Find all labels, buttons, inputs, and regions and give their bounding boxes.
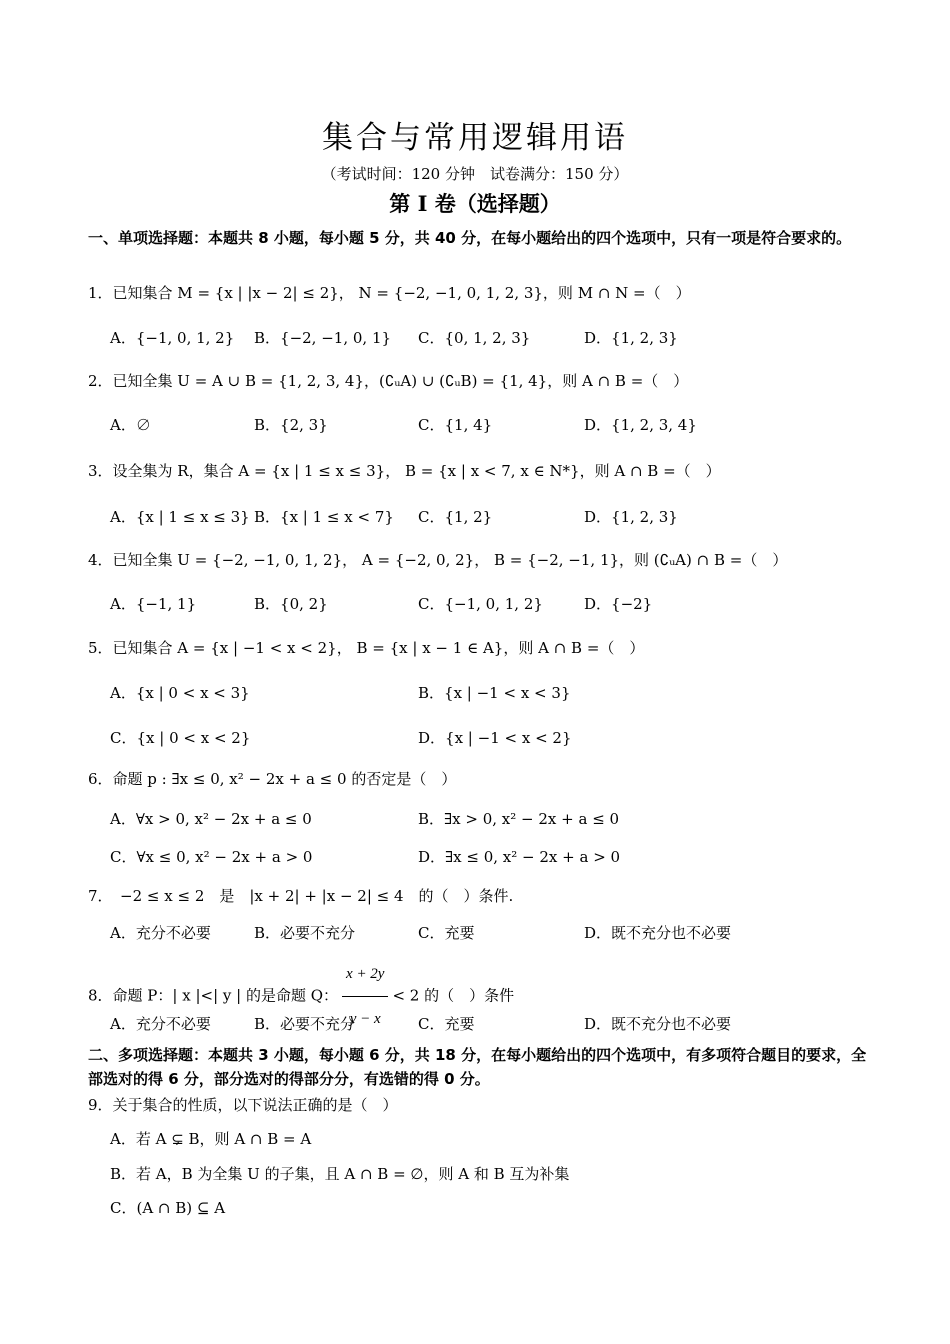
q1-option-b[interactable]: B．{−2, −1, 0, 1} [254,329,392,347]
q4-option-a[interactable]: A．{−1, 1} [110,595,197,613]
section-single-choice: 一、单项选择题：本题共 8 小题，每小题 5 分，共 40 分，在每小题给出的四个选项中，只有一项是符合要求的。 [88,229,852,247]
q9-option-b[interactable]: B．若 A，B 为全集 U 的子集，且 A ∩ B = ∅，则 A 和 B 互为补集 [110,1165,570,1183]
part-heading: 第 I 卷（选择题） [389,191,561,216]
q3-option-a[interactable]: A．{x | 1 ≤ x ≤ 3} [110,508,250,526]
q6-option-d[interactable]: D．∃x ≤ 0, x² − 2x + a > 0 [418,848,621,866]
question-1: 1．已知集合 M = {x | |x − 2| ≤ 2}， N = {−2, −1, 0, 1, 2, 3}，则 M ∩ N =（ ） [88,284,691,302]
q5-option-b[interactable]: B．{x | −1 < x < 3} [418,684,571,702]
question-9: 9．关于集合的性质，以下说法正确的是（ ） [88,1096,398,1114]
q4-option-b[interactable]: B．{0, 2} [254,595,328,613]
q1-option-d[interactable]: D．{1, 2, 3} [584,329,678,347]
q8-fraction-numerator: x + 2y [342,952,388,997]
q2-option-b[interactable]: B．{2, 3} [254,416,328,434]
q9-option-a[interactable]: A．若 A ⊊ B，则 A ∩ B = A [110,1130,312,1148]
q8-stem-part1: 8．命题 P：| x |<| y | 的是命题 Q： [88,986,339,1005]
q8-fraction-denominator: y − x [349,1011,381,1027]
q8-option-b[interactable]: B．必要不充分 [254,1015,356,1033]
q7-option-b[interactable]: B．必要不充分 [254,924,356,942]
question-4: 4．已知全集 U = {−2, −1, 0, 1, 2}， A = {−2, 0, 2}， B = {−2, −1, 1}，则 (∁ᵤA) ∩ B =（ ） [88,551,788,569]
q7-option-a[interactable]: A．充分不必要 [110,924,211,942]
q6-option-c[interactable]: C．∀x ≤ 0, x² − 2x + a > 0 [110,848,313,866]
question-2: 2．已知全集 U = A ∪ B = {1, 2, 3, 4}，(∁ᵤA) ∪ (∁ᵤB) = {1, 4}，则 A ∩ B =（ ） [88,372,689,390]
q6-option-b[interactable]: B．∃x > 0, x² − 2x + a ≤ 0 [418,810,620,828]
q8-option-a[interactable]: A．充分不必要 [110,1015,211,1033]
question-7: 7． −2 ≤ x ≤ 2 是 |x + 2| + |x − 2| ≤ 4 的（ ）条件. [88,887,514,905]
q9-option-c[interactable]: C．(A ∩ B) ⊆ A [110,1199,226,1217]
page-title: 集合与常用逻辑用语 [322,120,628,156]
section-multiple-choice: 二、多项选择题：本题共 3 小题，每小题 6 分，共 18 分，在每小题给出的四个选项中，有多项符合题目的要求，全部选对的得 6 分，部分选对的得部分分，有选错的得 0 分。 [88,1046,867,1088]
q5-option-c[interactable]: C．{x | 0 < x < 2} [110,729,251,747]
q2-option-d[interactable]: D．{1, 2, 3, 4} [584,416,697,434]
q3-option-b[interactable]: B．{x | 1 ≤ x < 7} [254,508,394,526]
q5-option-a[interactable]: A．{x | 0 < x < 3} [110,684,250,702]
exam-info: （考试时间：120 分钟 试卷满分：150 分） [321,165,629,183]
q8-stem-part2: < 2 的（ ）条件 [392,986,515,1005]
question-5: 5．已知集合 A = {x | −1 < x < 2}， B = {x | x − 1 ∈ A}，则 A ∩ B =（ ） [88,639,645,657]
q7-option-d[interactable]: D．既不充分也不必要 [584,924,732,942]
q7-option-c[interactable]: C．充要 [418,924,475,942]
question-3: 3．设全集为 R，集合 A = {x | 1 ≤ x ≤ 3}， B = {x | x < 7, x ∈ N*}，则 A ∩ B =（ ） [88,462,721,480]
q6-option-a[interactable]: A．∀x > 0, x² − 2x + a ≤ 0 [110,810,312,828]
q5-option-d[interactable]: D．{x | −1 < x < 2} [418,729,572,747]
q4-option-d[interactable]: D．{−2} [584,595,653,613]
q3-option-d[interactable]: D．{1, 2, 3} [584,508,678,526]
q3-option-c[interactable]: C．{1, 2} [418,508,493,526]
q1-option-c[interactable]: C．{0, 1, 2, 3} [418,329,531,347]
question-6: 6．命题 p : ∃x ≤ 0, x² − 2x + a ≤ 0 的否定是（ ） [88,770,457,788]
q2-option-c[interactable]: C．{1, 4} [418,416,493,434]
q4-option-c[interactable]: C．{−1, 0, 1, 2} [418,595,543,613]
q1-option-a[interactable]: A．{−1, 0, 1, 2} [110,329,235,347]
q2-option-a[interactable]: A．∅ [110,416,151,434]
q8-option-d[interactable]: D．既不充分也不必要 [584,1015,732,1033]
q8-option-c[interactable]: C．充要 [418,1015,475,1033]
